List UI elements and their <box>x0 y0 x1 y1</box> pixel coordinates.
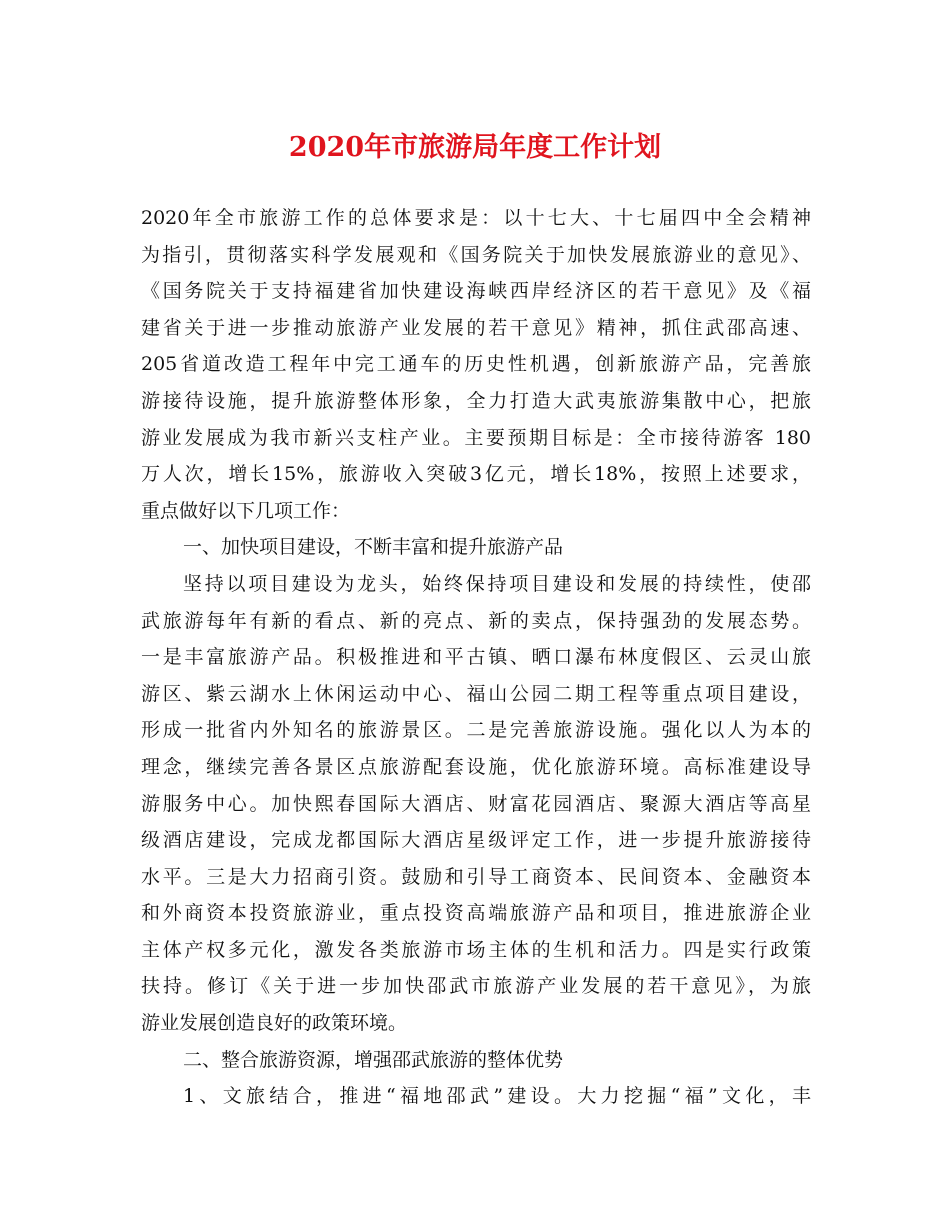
document-body <box>141 200 811 1115</box>
body-line: 建省关于进一步推动旅游产业发展的若干意见》精神，抓住武邵高速、 <box>141 316 811 339</box>
body-line: 万人次，增长15%，旅游收入突破3亿元，增长18%，按照上述要求， <box>141 463 811 486</box>
body-line: 和外商资本投资旅游业，重点投资高端旅游产品和项目，推进旅游企业 <box>141 902 811 925</box>
body-line: 205省道改造工程年中完工通车的历史性机遇，创新旅游产品，完善旅 <box>141 353 811 376</box>
body-line: 主体产权多元化，激发各类旅游市场主体的生机和活力。四是实行政策 <box>141 938 811 961</box>
body-line: 理念，继续完善各景区点旅游配套设施，优化旅游环境。高标准建设导 <box>141 755 811 778</box>
body-line: 武旅游每年有新的看点、新的亮点、新的卖点，保持强劲的发展态势。 <box>141 609 811 632</box>
body-line: 1、文旅结合，推进“福地邵武”建设。大力挖掘“福”文化，丰 <box>183 1085 811 1108</box>
body-line: 游业发展成为我市新兴支柱产业。主要预期目标是：全市接待游客 180 <box>141 426 811 449</box>
body-line: 为指引，贯彻落实科学发展观和《国务院关于加快发展旅游业的意见》、 <box>141 243 811 266</box>
document-title: 2020年市旅游局年度工作计划 <box>288 132 662 163</box>
body-line: 游接待设施，提升旅游整体形象，全力打造大武夷旅游集散中心，把旅 <box>141 389 811 412</box>
body-line: 二、整合旅游资源，增强邵武旅游的整体优势 <box>183 1048 564 1071</box>
body-line: 游服务中心。加快熙春国际大酒店、财富花园酒店、聚源大酒店等高星 <box>141 792 811 815</box>
body-line: 一是丰富旅游产品。积极推进和平古镇、晒口瀑布林度假区、云灵山旅 <box>141 646 811 669</box>
body-line: 扶持。修订《关于进一步加快邵武市旅游产业发展的若干意见》，为旅 <box>141 975 811 998</box>
body-line: 一、加快项目建设，不断丰富和提升旅游产品 <box>183 536 564 559</box>
body-line: 级酒店建设，完成龙都国际大酒店星级评定工作，进一步提升旅游接待 <box>141 829 811 852</box>
body-line: 重点做好以下几项工作： <box>141 499 351 522</box>
body-line: 《国务院关于支持福建省加快建设海峡西岸经济区的若干意见》及《福 <box>141 280 811 303</box>
body-line: 游区、紫云湖水上休闲运动中心、福山公园二期工程等重点项目建设， <box>141 682 811 705</box>
body-line: 形成一批省内外知名的旅游景区。二是完善旅游设施。强化以人为本的 <box>141 719 811 742</box>
body-line: 游业发展创造良好的政策环境。 <box>141 1012 408 1035</box>
body-line: 坚持以项目建设为龙头，始终保持项目建设和发展的持续性，使邵 <box>183 572 811 595</box>
body-line: 2020年全市旅游工作的总体要求是：以十七大、十七届四中全会精神 <box>141 207 811 229</box>
body-line: 水平。三是大力招商引资。鼓励和引导工商资本、民间资本、金融资本 <box>141 865 811 888</box>
